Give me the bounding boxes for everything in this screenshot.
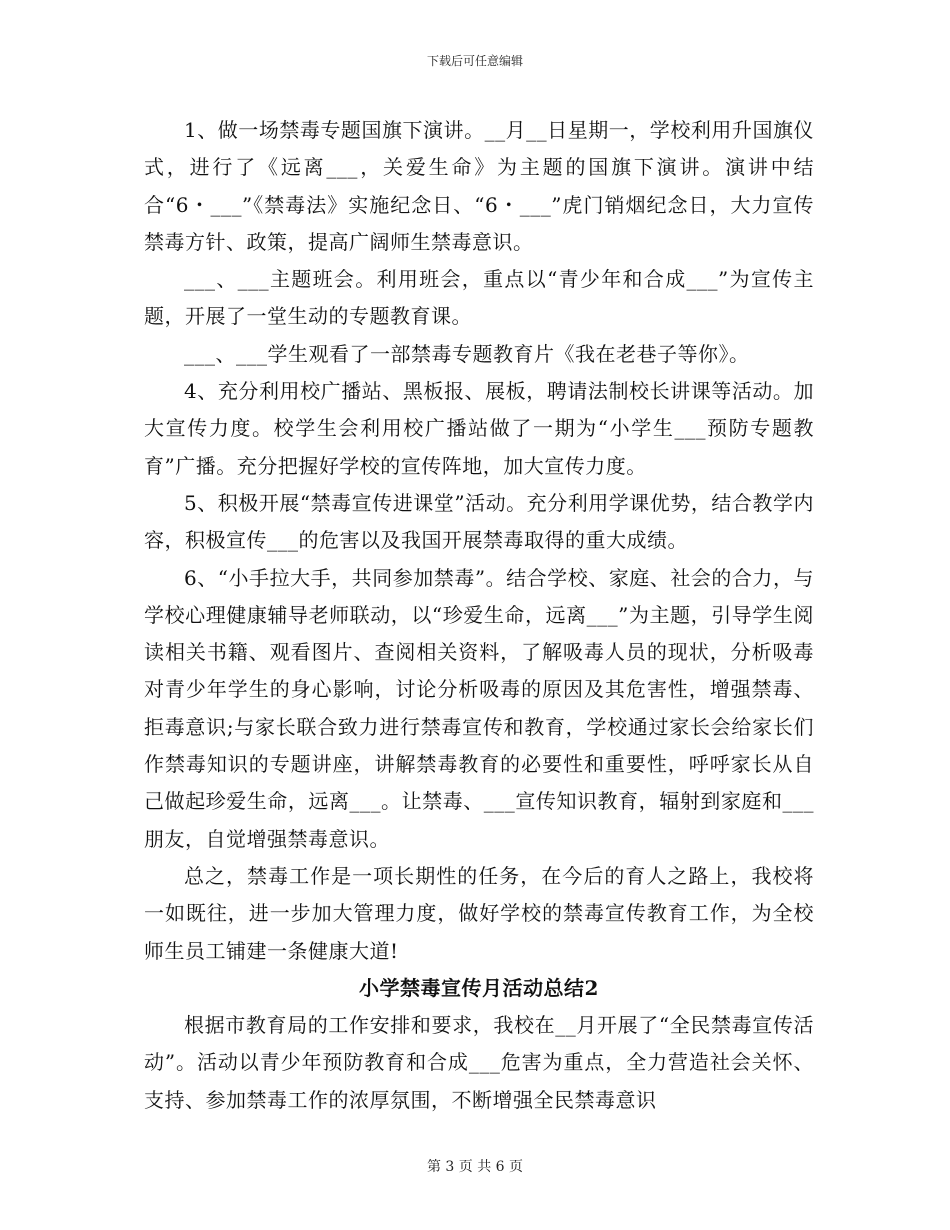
paragraph-3: ___、___学生观看了一部禁毒专题教育片《我在老巷子等你》。 xyxy=(184,341,750,366)
paragraph-7: 总之，禁毒工作是一项长期性的任务，在今后的育人之路上，我校将一如既往，进一步加大管理力度，做好学校的禁毒宣传教育工作，为全校师生员工铺建一条健康大道! xyxy=(144,863,814,963)
section-title: 小学禁毒宣传月活动总结2 xyxy=(359,975,599,1000)
document-body xyxy=(144,112,814,1119)
paragraph-1: 1、做一场禁毒专题国旗下演讲。__月__日星期一，学校利用升国旗仪式，进行了《远离___，关爱生命》为主题的国旗下演讲。演讲中结合“6・___”《禁毒法》实施纪念日、“6・___”虎门销烟纪念日，大力宣传禁毒方针、政策，提高广阔师生禁毒意识。 xyxy=(144,118,814,254)
page-number: 第 3 页 共 6 页 xyxy=(426,1159,524,1175)
paragraph-5: 5、积极开展“禁毒宣传进课堂”活动。充分利用学课优势，结合教学内容，积极宣传___的危害以及我国开展禁毒取得的重大成绩。 xyxy=(144,490,814,553)
paragraph-8: 根据市教育局的工作安排和要求，我校在__月开展了“全民禁毒宣传活动”。活动以青少年预防教育和合成___危害为重点，全力营造社会关怀、支持、参加禁毒工作的浓厚氛围，不断增强全民禁毒意识 xyxy=(144,1013,814,1112)
paragraph-2: ___、___主题班会。利用班会，重点以“青少年和合成___”为宣传主题，开展了一堂生动的专题教育课。 xyxy=(144,267,814,329)
paragraph-4: 4、充分利用校广播站、黑板报、展板，聘请法制校长讲课等活动。加大宣传力度。校学生会利用校广播站做了一期为“小学生___预防专题教育”广播。充分把握好学校的宣传阵地，加大宣传力度。 xyxy=(144,379,814,478)
paragraph-6: 6、“小手拉大手，共同参加禁毒”。结合学校、家庭、社会的合力，与学校心理健康辅导老师联动，以“珍爱生命，远离___”为主题，引导学生阅读相关书籍、观看图片、查阅相关资料，了解吸毒人员的现状，分析吸毒对青少年学生的身心影响，讨论分析吸毒的原因及其危害性，增强禁毒、拒毒意识;与家长联合致力进行禁毒宣传和教育，学校通过家长会给家长们作禁毒知识的专题讲座，讲解禁毒教育的必要性和重要性，呼呼家长从自己做起珍爱生命，远离___。让禁毒、___宣传知识教育，辐射到家庭和___朋友，自觉增强禁毒意识。 xyxy=(144,565,814,851)
page-header-note: 下载后可任意编辑 xyxy=(426,54,523,68)
